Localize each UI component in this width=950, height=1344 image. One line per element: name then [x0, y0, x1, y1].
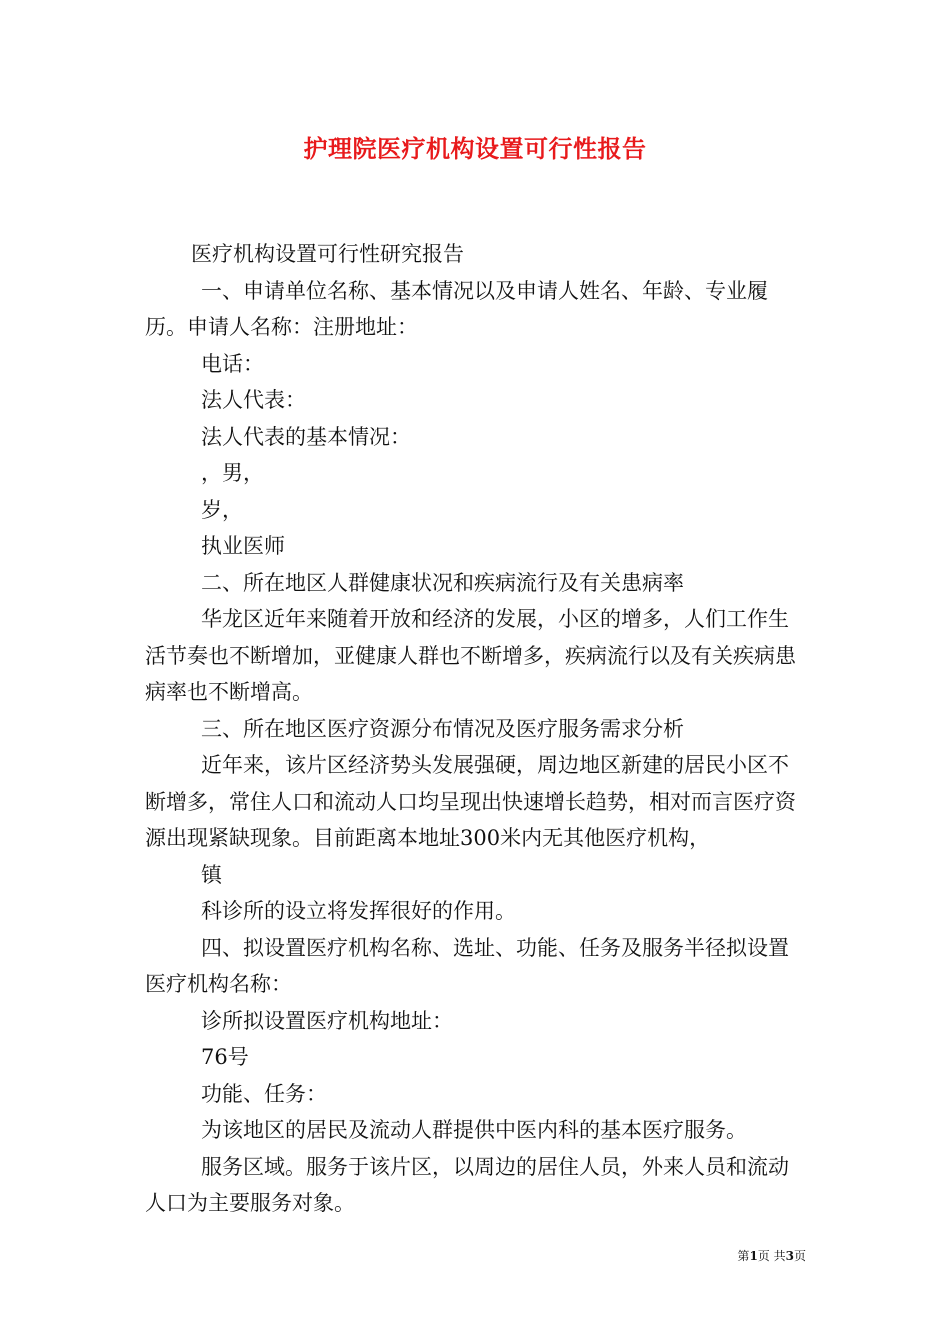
paragraph: 执业医师: [201, 534, 285, 558]
footer-current-page: 1: [749, 1249, 758, 1263]
footer-prefix: 第: [737, 1249, 750, 1263]
document-body: [145, 236, 807, 1222]
paragraph: 四、拟设置医疗机构名称、选址、功能、任务及服务半径拟设置医疗机构名称：: [145, 935, 789, 996]
footer-total-pages: 3: [785, 1249, 794, 1263]
document-title: 护理院医疗机构设置可行性报告: [303, 134, 647, 163]
paragraph: 二、所在地区人群健康状况和疾病流行及有关患病率: [201, 570, 684, 595]
paragraph: 三、所在地区医疗资源分布情况及医疗服务需求分析: [201, 716, 684, 741]
paragraph: ，男，: [201, 461, 264, 485]
paragraph: 法人代表的基本情况：: [201, 424, 411, 449]
paragraph: 华龙区近年来随着开放和经济的发展，小区的增多，人们工作生活节奏也不断增加，亚健康人群也不断增多，疾病流行以及有关疾病患病率也不断增高。: [145, 607, 796, 704]
paragraph: 电话：: [201, 351, 264, 376]
page-footer: [0, 1247, 806, 1265]
paragraph: 法人代表：: [201, 388, 306, 412]
paragraph: 一、申请单位名称、基本情况以及申请人姓名、年龄、专业履历。申请人名称：注册地址：: [145, 278, 768, 339]
paragraph: 诊所拟设置医疗机构地址：: [201, 1008, 453, 1033]
footer-middle: 页 共: [757, 1249, 786, 1263]
paragraph: 近年来，该片区经济势头发展强硬，周边地区新建的居民小区不断增多，常住人口和流动人口均呈现出快速增长趋势，相对而言医疗资源出现紧缺现象。目前距离本地址300米内无其他医疗机构，: [145, 753, 796, 850]
paragraph: 为该地区的居民及流动人群提供中医内科的基本医疗服务。: [201, 1118, 747, 1142]
paragraph: 功能、任务：: [201, 1081, 327, 1106]
paragraph: 科诊所的设立将发挥很好的作用。: [201, 899, 516, 923]
paragraph: 76号: [201, 1045, 249, 1069]
paragraph: 医疗机构设置可行性研究报告: [191, 242, 464, 266]
footer-suffix: 页: [793, 1249, 806, 1263]
paragraph: 岁，: [201, 497, 243, 522]
paragraph: 镇: [201, 862, 222, 887]
paragraph: 服务区域。服务于该片区，以周边的居住人员，外来人员和流动人口为主要服务对象。: [145, 1154, 789, 1215]
